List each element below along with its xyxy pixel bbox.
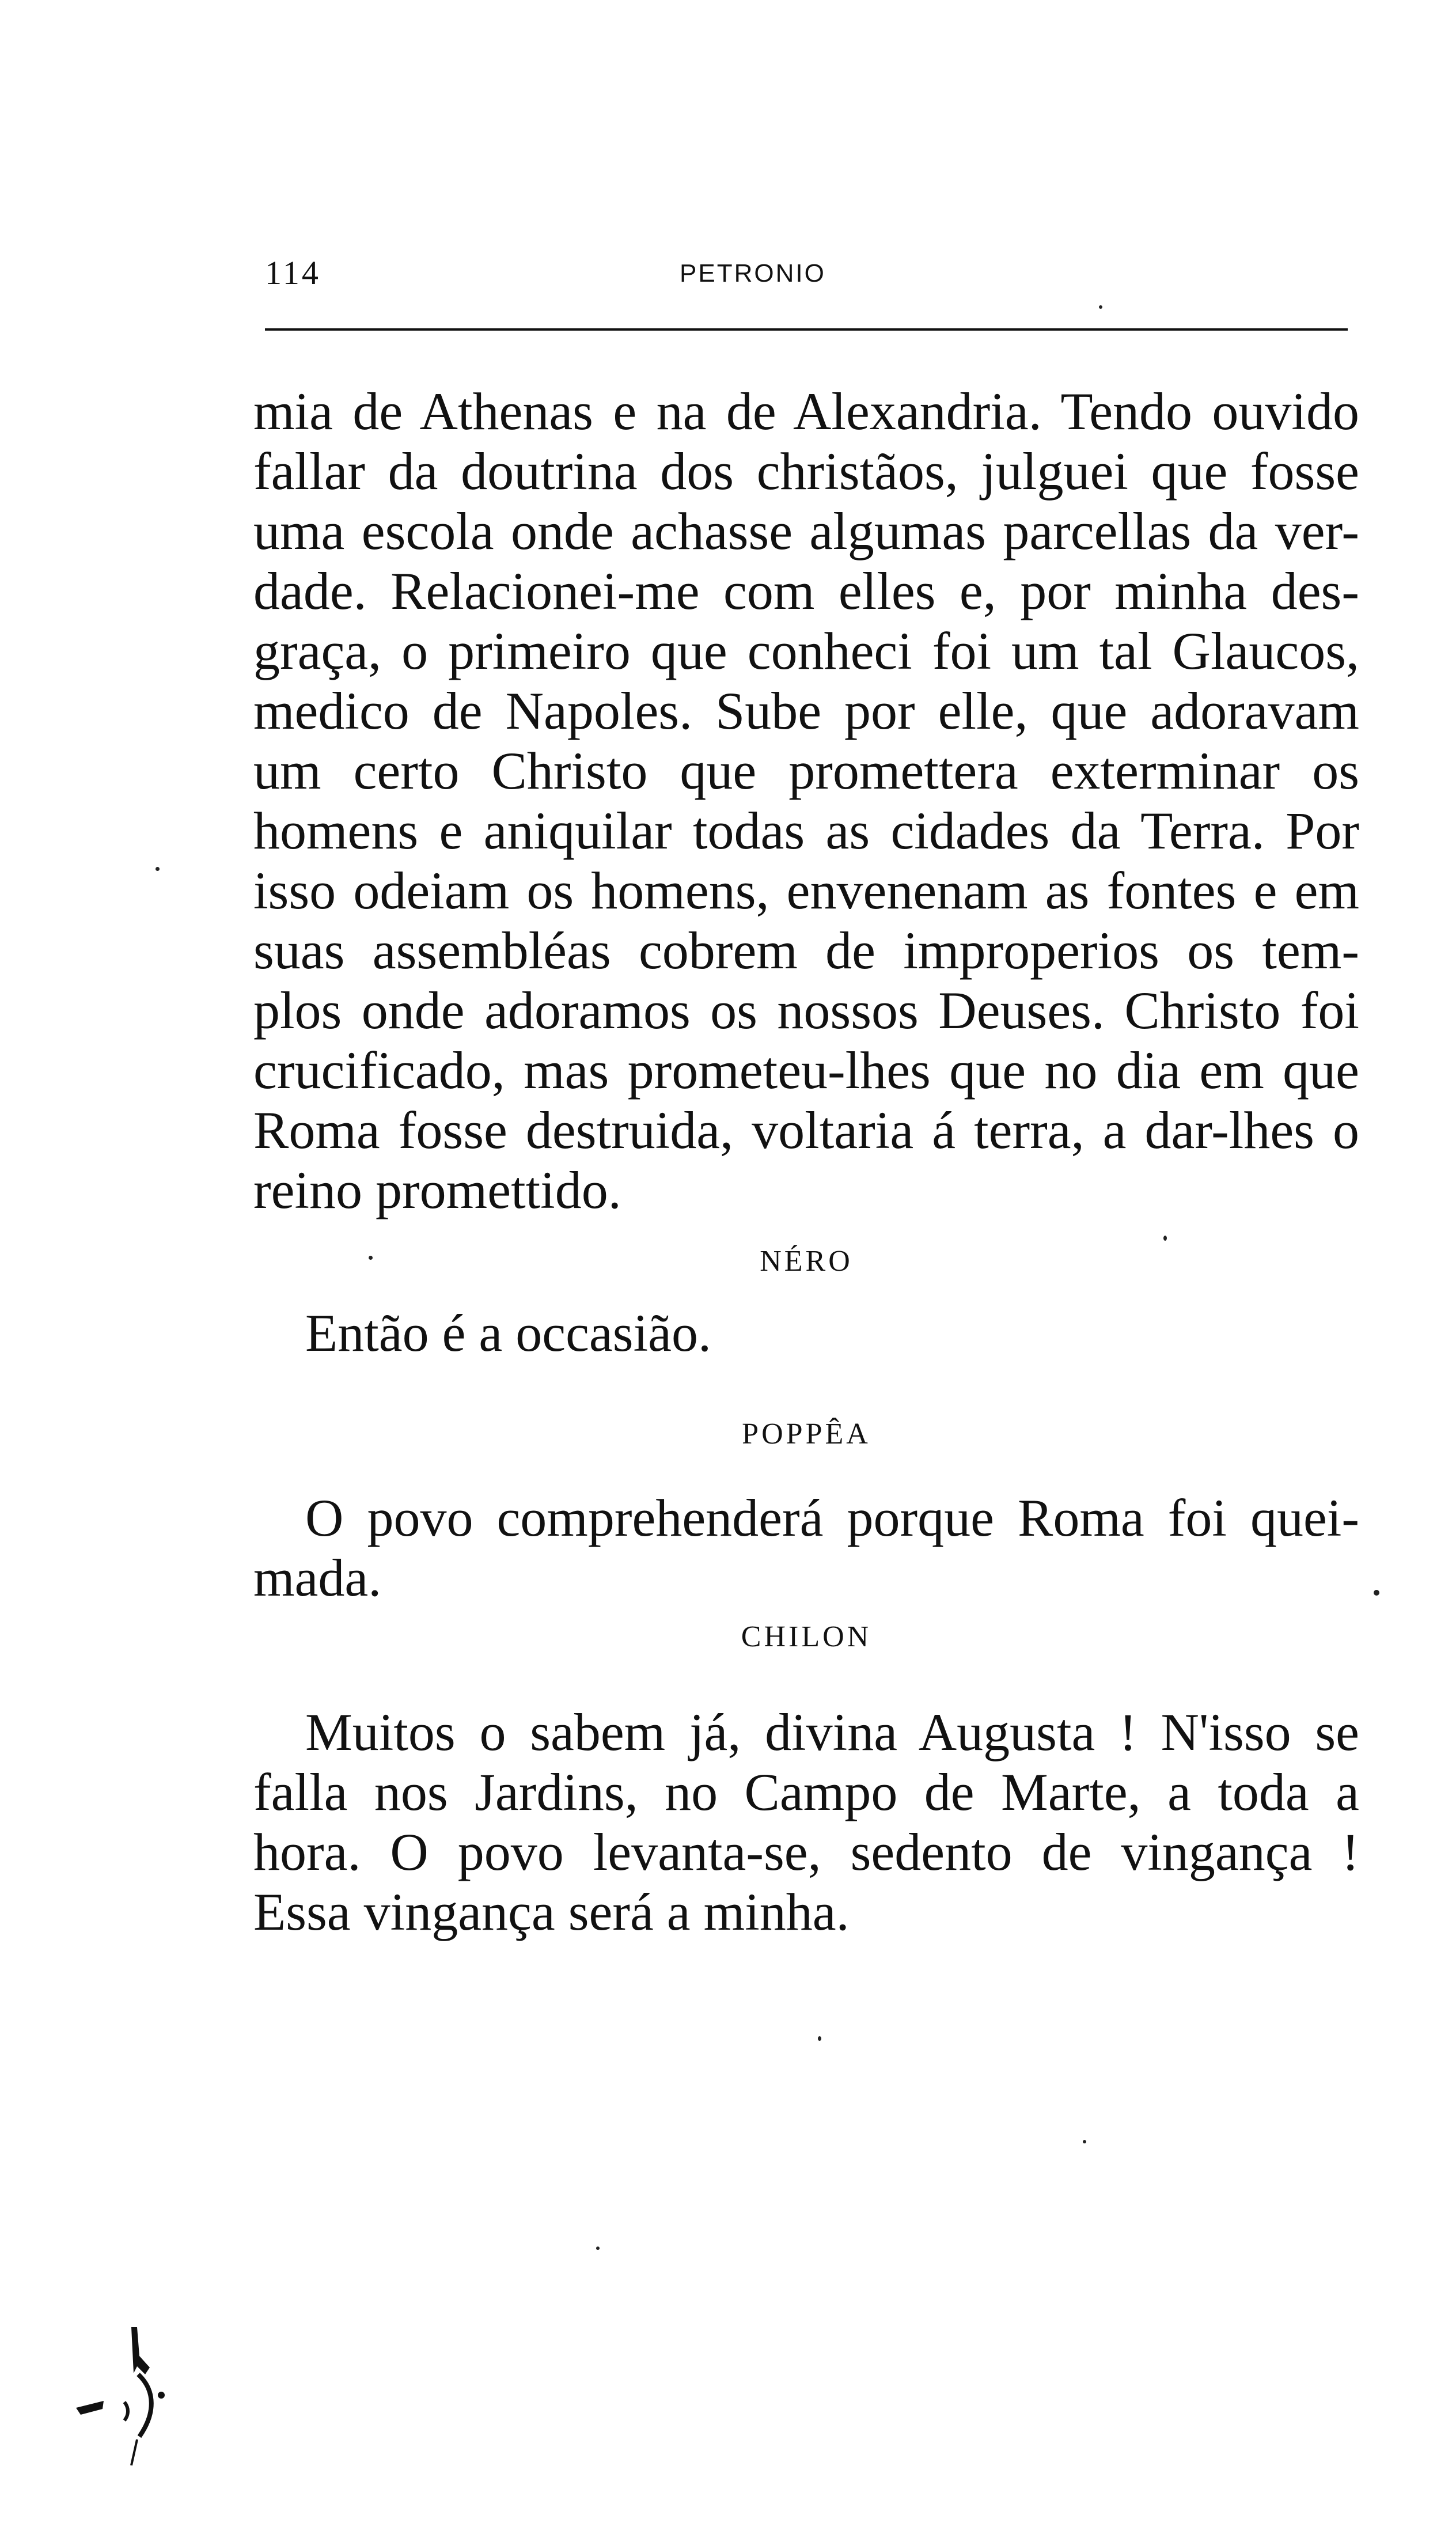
text-line: dade. Relacionei-me com elles e, por minha des- bbox=[253, 562, 1359, 620]
scan-speck bbox=[1099, 305, 1102, 309]
text-line: Muitos o sabem já, divina Augusta ! N'isso se bbox=[305, 1703, 1359, 1761]
text-line: Roma fosse destruida, voltaria á terra, a dar-lhes o bbox=[253, 1101, 1359, 1160]
text-line: homens e aniquilar todas as cidades da Terra. Por bbox=[253, 801, 1359, 860]
text-line: medico de Napoles. Sube por elle, que adoravam bbox=[253, 681, 1359, 740]
text-line: um certo Christo que promettera exterminar os bbox=[253, 741, 1359, 800]
text-line: Então é a occasião. bbox=[305, 1304, 711, 1362]
text-line: mia de Athenas e na de Alexandria. Tendo ouvido bbox=[253, 382, 1359, 441]
running-title: PETRONIO bbox=[680, 259, 826, 287]
speech-nero bbox=[253, 1303, 1359, 1363]
speaker-name-nero: NÉRO bbox=[760, 1245, 853, 1278]
header-rule bbox=[265, 328, 1348, 331]
text-line: uma escola onde achasse algumas parcellas da ver- bbox=[253, 502, 1359, 560]
scan-speck bbox=[818, 2036, 821, 2041]
text-line: crucificado, mas prometeu-lhes que no dia em que bbox=[253, 1041, 1359, 1100]
text-line: hora. O povo levanta-se, sedento de vingança ! bbox=[253, 1823, 1359, 1881]
margin-ink-mark-icon bbox=[69, 2321, 173, 2471]
text-line: isso odeiam os homens, envenenam as fontes e em bbox=[253, 861, 1359, 920]
speaker-name-chilon: CHILON bbox=[741, 1620, 872, 1653]
scan-speck bbox=[369, 1256, 373, 1260]
scan-speck bbox=[1163, 1236, 1167, 1241]
text-line: Essa vingança será a minha. bbox=[253, 1882, 850, 1941]
text-line: fallar da doutrina dos christãos, julguei que fosse bbox=[253, 442, 1359, 501]
text-line: suas assembléas cobrem de improperios os tem- bbox=[253, 921, 1359, 980]
text-line: reino promettido. bbox=[253, 1161, 621, 1219]
page-number: 114 bbox=[265, 254, 321, 291]
text-line: mada. bbox=[253, 1548, 382, 1607]
scan-speck bbox=[596, 2247, 600, 2250]
speaker-name-poppea: POPPÊA bbox=[742, 1418, 871, 1450]
text-line: falla nos Jardins, no Campo de Marte, a toda a bbox=[253, 1763, 1359, 1821]
text-line: plos onde adoramos os nossos Deuses. Christo foi bbox=[253, 981, 1359, 1040]
scan-speck bbox=[1374, 1590, 1379, 1596]
paragraph-chilon-continued bbox=[253, 381, 1359, 1220]
text-line: O povo comprehenderá porque Roma foi quei- bbox=[305, 1488, 1359, 1547]
text-line: graça, o primeiro que conheci foi um tal Glaucos, bbox=[253, 622, 1359, 680]
page-header bbox=[265, 253, 1348, 300]
scan-speck bbox=[1083, 2140, 1086, 2143]
speech-chilon bbox=[253, 1702, 1359, 1942]
speech-poppea bbox=[253, 1488, 1359, 1608]
scan-speck bbox=[156, 867, 160, 871]
